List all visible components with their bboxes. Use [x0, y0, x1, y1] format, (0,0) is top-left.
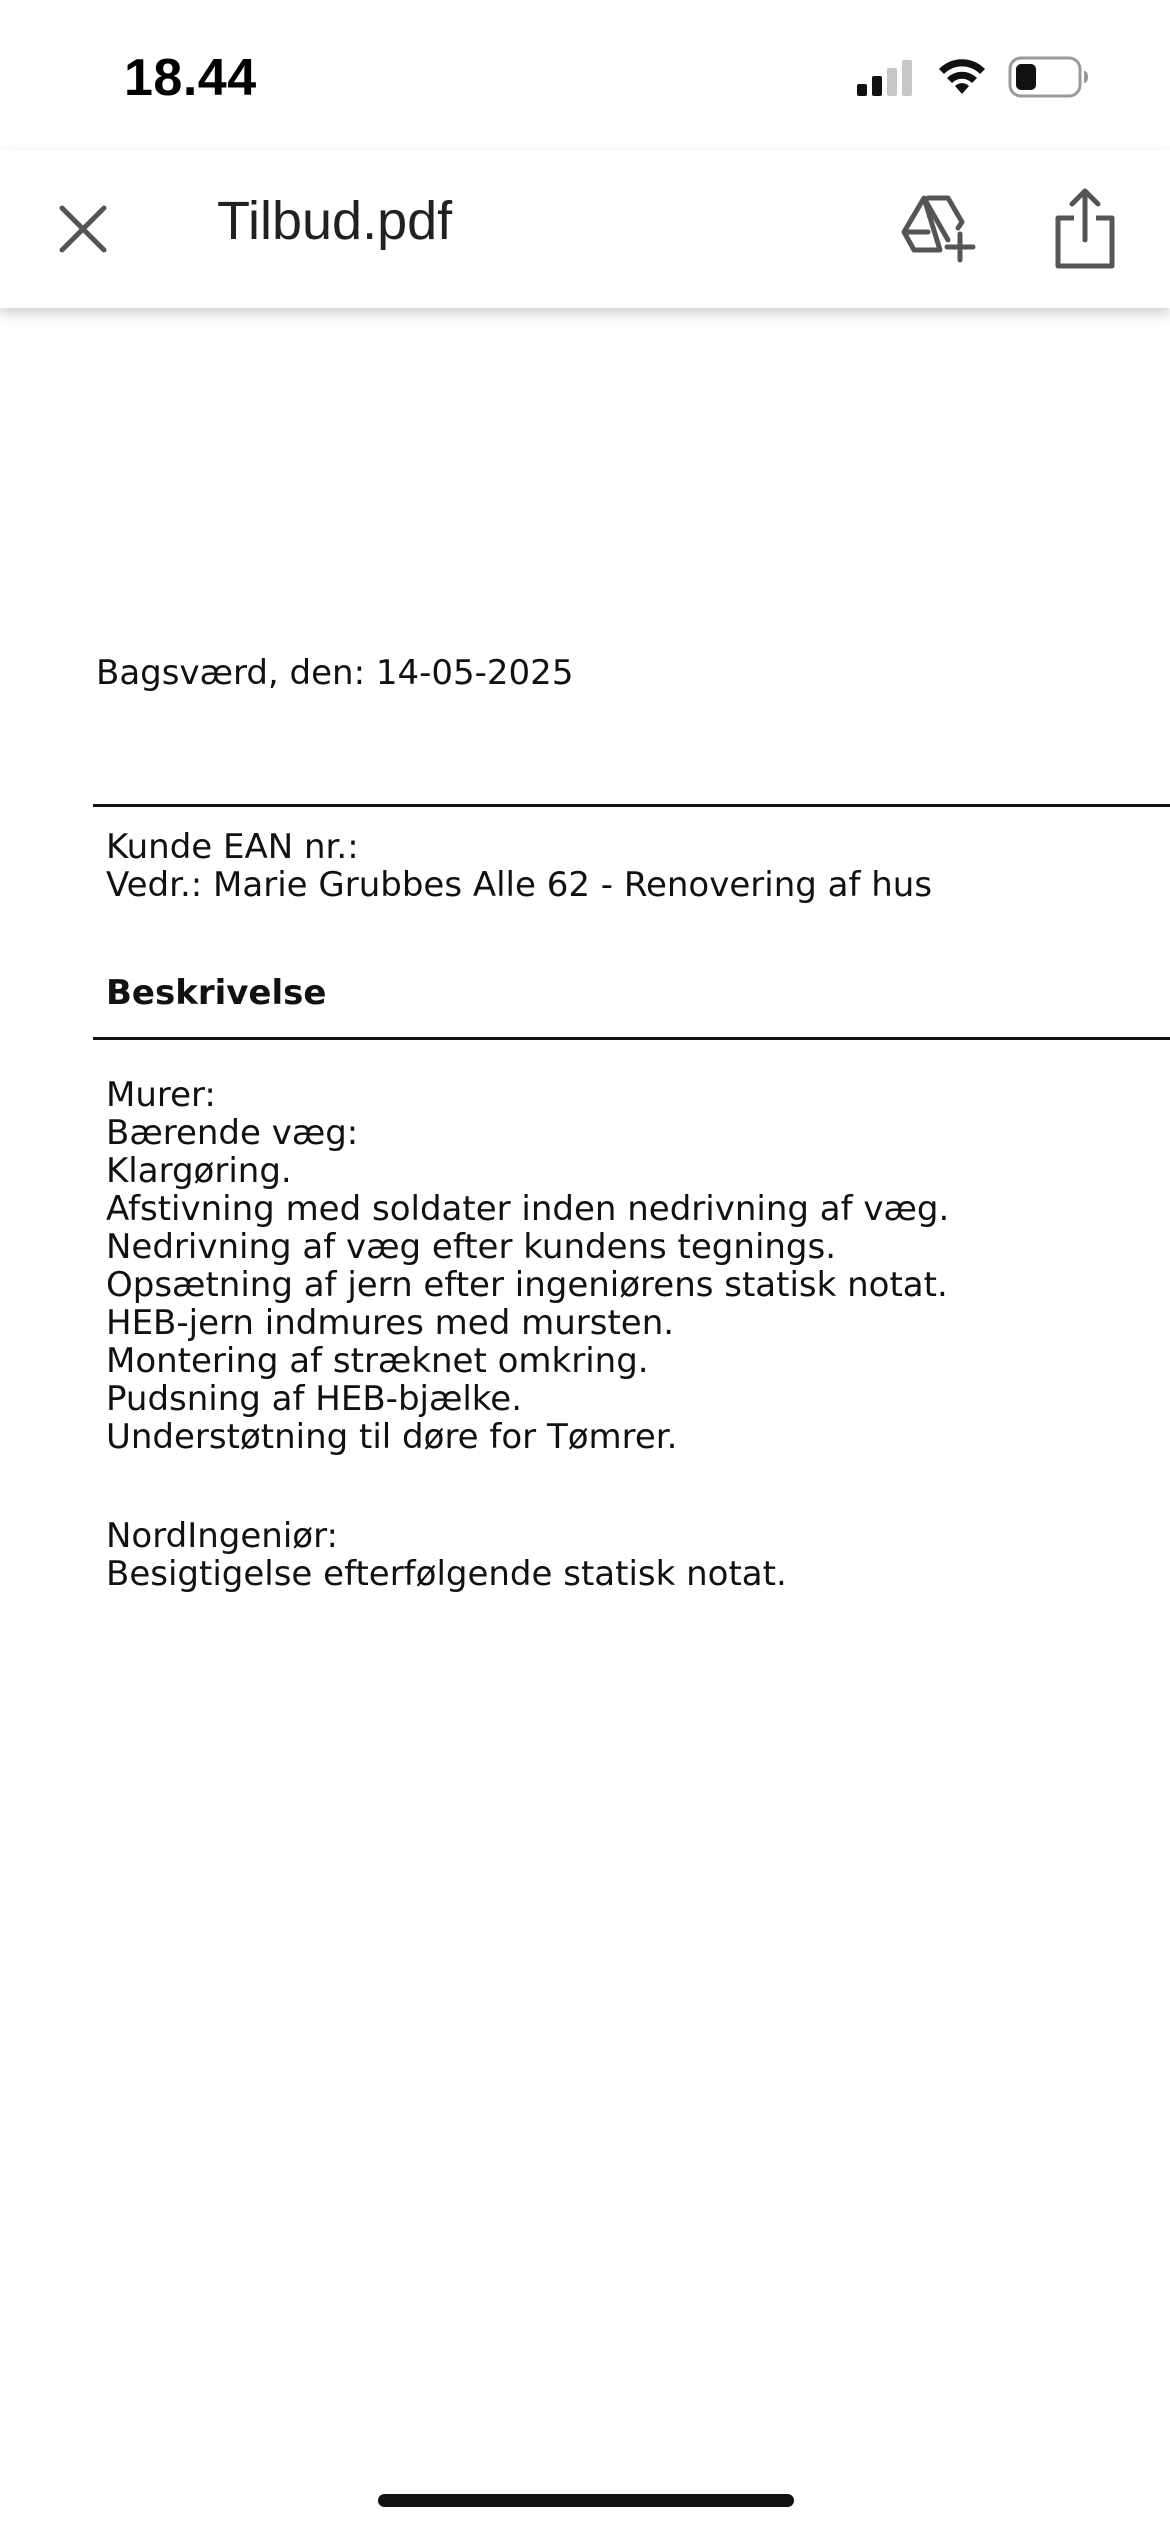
status-bar: [0, 0, 1170, 150]
list-item: Pudsning af HEB-bjælke.: [106, 1379, 523, 1419]
share-icon[interactable]: [1048, 186, 1122, 270]
customer-ean-line: Kunde EAN nr.:: [106, 827, 359, 867]
wifi-icon: [938, 54, 986, 98]
pdf-page: [0, 308, 1170, 2532]
list-item: Klargøring.: [106, 1151, 292, 1191]
list-item: Murer:: [106, 1075, 216, 1115]
list-item: HEB-jern indmures med mursten.: [106, 1303, 675, 1343]
mason-work-list: [106, 1076, 949, 1456]
signal-icon: [855, 58, 915, 98]
document-title: Tilbud.pdf: [217, 191, 453, 251]
pdf-viewer-toolbar: [0, 150, 1170, 308]
list-item: NordIngeniør:: [106, 1516, 338, 1556]
divider: [93, 1037, 1170, 1040]
list-item: Understøtning til døre for Tømrer.: [106, 1417, 678, 1457]
divider: [93, 804, 1170, 807]
engineer-work-list: [106, 1517, 787, 1593]
list-item: Afstivning med soldater inden nedrivning af væg.: [106, 1189, 950, 1229]
list-item: Montering af stræknet omkring.: [106, 1341, 649, 1381]
subject-line: Vedr.: Marie Grubbes Alle 62 - Renovering af hus: [106, 865, 933, 905]
home-indicator[interactable]: [378, 2494, 794, 2507]
description-heading: Beskrivelse: [106, 973, 327, 1013]
list-item: Bærende væg:: [106, 1113, 359, 1153]
list-item: Besigtigelse efterfølgende statisk notat.: [106, 1554, 787, 1594]
status-time: 18.44: [124, 49, 257, 107]
close-icon[interactable]: [50, 196, 116, 262]
list-item: Nedrivning af væg efter kundens tegnings.: [106, 1227, 837, 1267]
add-to-drive-icon[interactable]: [900, 188, 980, 268]
date-line: Bagsværd, den: 14-05-2025: [96, 653, 574, 693]
list-item: Opsætning af jern efter ingeniørens statisk notat.: [106, 1265, 948, 1305]
battery-icon: [1008, 56, 1090, 98]
